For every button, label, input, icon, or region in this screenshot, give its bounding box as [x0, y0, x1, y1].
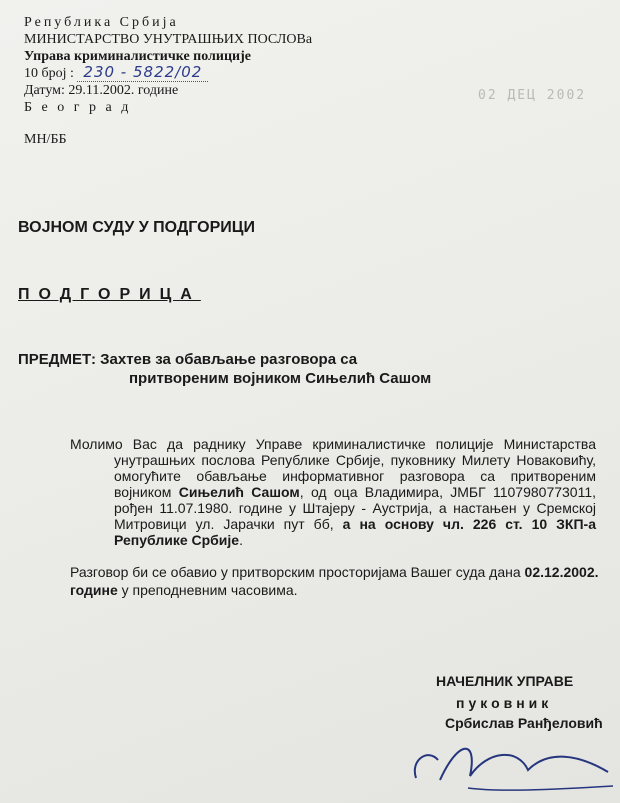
- signatory-name: Србислав Ранђеловић: [445, 715, 603, 731]
- subject: [18, 351, 431, 387]
- addressee: ВОЈНОМ СУДУ У ПОДГОРИЦИ: [18, 219, 255, 236]
- soldier-name: Сињелић Сашом: [178, 484, 300, 500]
- header-country: Република Србија: [24, 15, 179, 30]
- number-handwritten: 230 - 5822/02: [77, 63, 208, 82]
- signatory-title: НАЧЕЛНИК УПРАВЕ: [436, 673, 574, 689]
- body-text-a: Молимо Вас да раднику Управе криминалистичке полиције Министарства унутрашњих послова Републике Србије, пуковнику Милету Новаковићу, омогућите обављање информативног разговора са притвореним војником: [70, 436, 596, 500]
- body-p2-text-b: у преподневним часовима.: [117, 582, 298, 598]
- body-paragraph-1: [70, 436, 596, 548]
- meeting-date: 02.12.2002. године: [70, 564, 599, 598]
- subject-label: ПРЕДМЕТ:: [18, 351, 96, 368]
- legal-basis: а на основу чл. 226 ст. 10 ЗКП-а Републике Србије: [114, 516, 596, 548]
- body-p2-text-a: Разговор би се обавио у притворским просторијама Вашег суда дана: [70, 564, 525, 580]
- header-department: Управа криминалистичке полиције: [24, 49, 251, 64]
- header-date: Датум: 29.11.2002. године: [24, 83, 179, 98]
- signatory-rank: пуковник: [456, 695, 553, 711]
- body-text-b: , од оца Владимира, ЈМБГ 1107980773011, рођен 11.07.1980. године у Штајеру - Аустрија, а настањен у Сремској Митровици ул. Јарачки пут бб,: [114, 484, 597, 532]
- header-reference: МН/ББ: [24, 132, 67, 147]
- header-city: Б е о г р а д: [24, 100, 132, 115]
- addressee-city: ПОДГОРИЦА: [18, 286, 201, 303]
- subject-line-2: притвореним војником Сињелић Сашом: [129, 370, 432, 387]
- body-paragraph-2: [70, 563, 610, 599]
- subject-line-1: Захтев за обављање разговора са: [100, 351, 358, 368]
- header-number: [24, 64, 208, 82]
- header-ministry: МИНИСТАРСТВО УНУТРАШЊИХ ПОСЛОВа: [24, 32, 313, 47]
- body-text-end: .: [239, 532, 243, 548]
- faded-received-stamp: 02 ДЕЦ 2002: [478, 88, 587, 103]
- number-label: 10 број :: [24, 66, 74, 81]
